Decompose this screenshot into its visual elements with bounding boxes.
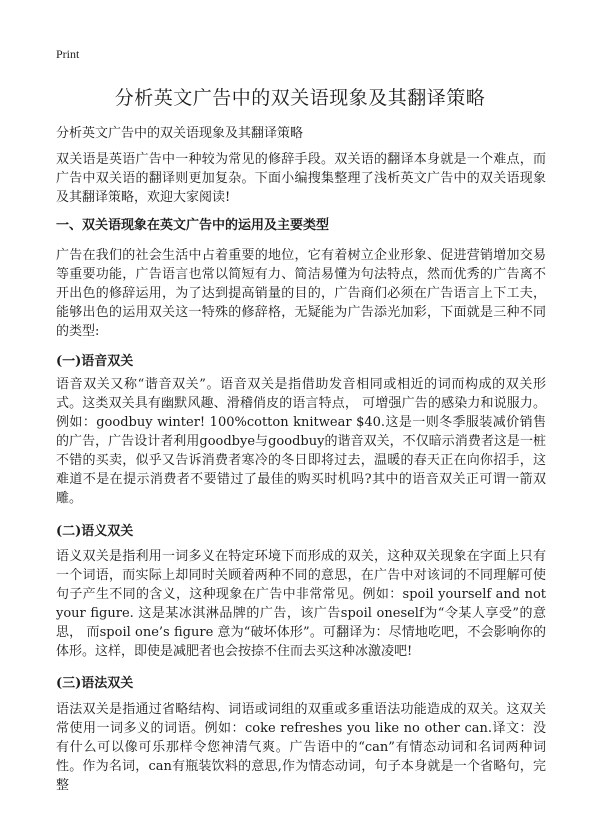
sub2-paragraph: 语义双关是指利用一词多义在特定环境下而形成的双关，这种双关现象在字面上只有一个词语，而实际上却同时关顾着两种不同的意思，在广告中对该词的不同理解可使句子产生不同的含义，这种现象在广告中非常常见。例如：spoil yourself and not your figure. 这是某冰淇淋品牌的广告，该广告spoil oneself为“令某人享受”的意思， 而spoil one’s figure 意为“破坏体形”。可翻译为：尽情地吃吧，不会影响你的体形。这样，即使是减肥者也会按捺不住而去买这种冰激凌吧! xyxy=(56,549,546,659)
print-link[interactable]: Print xyxy=(56,47,80,61)
sub1-heading: (一)语音双关 xyxy=(56,354,134,369)
sub3-paragraph: 语法双关是指通过省略结构、词语或词组的双重或多重语法功能造成的双关。这双关常使用一词多义的词语。例如：coke refreshes you like no other can.译文：没有什么可以像可乐那样令您神清气爽。广告语中的“can”有情态动词和名词两种词性。作为名词，can有瓶装饮料的意思,作为情态动词，句子本身就是一个省略句，完整 xyxy=(56,702,546,793)
sub3-heading: (三)语法双关 xyxy=(56,676,134,691)
page-title: 分析英文广告中的双关语现象及其翻译策略 xyxy=(114,87,486,109)
intro-paragraph: 双关语是英语广告中一种较为常见的修辞手段。双关语的翻译本身就是一个难点，而广告中双关语的翻译则更加复杂。下面小编搜集整理了浅析英文广告中的双关语现象及其翻译策略，欢迎大家阅读! xyxy=(56,152,546,205)
section1-paragraph: 广告在我们的社会生活中占着重要的地位，它有着树立企业形象、促进营销增加交易等重要功能，广告语言也常以简短有力、简洁易懂为句法特点，然而优秀的广告离不开出色的修辞运用，为了达到提高销量的目的，广告商们必须在广告语言上下工夫，能够出色的运用双关这一特殊的修辞格，无疑能为广告添光加彩，下面就是三种不同的类型: xyxy=(56,248,546,339)
sub2-heading: (二)语义双关 xyxy=(56,524,134,539)
section1-heading: 一、双关语现象在英文广告中的运用及主要类型 xyxy=(56,218,330,233)
sub1-paragraph: 语音双关又称“谐音双关”。语音双关是指借助发音相同或相近的词而构成的双关形式。这类双关具有幽默风趣、滑稽俏皮的语言特点， 可增强广告的感染力和说服力。例如：goodbuy winter! 100%cotton knitwear $40.这是一则冬季服装减价销售的广告，广告设计者利用goodbye与goodbuy的谐音双关，不仅暗示消费者这是一桩不错的买卖，似乎又告诉消费者寒冷的冬日即将过去，温暖的春天正在向你招手，这难道不是在提示消费者不要错过了最佳的购买时机吗?其中的语音双关正可谓一箭双雕。 xyxy=(56,377,546,506)
subtitle: 分析英文广告中的双关语现象及其翻译策略 xyxy=(56,126,304,141)
